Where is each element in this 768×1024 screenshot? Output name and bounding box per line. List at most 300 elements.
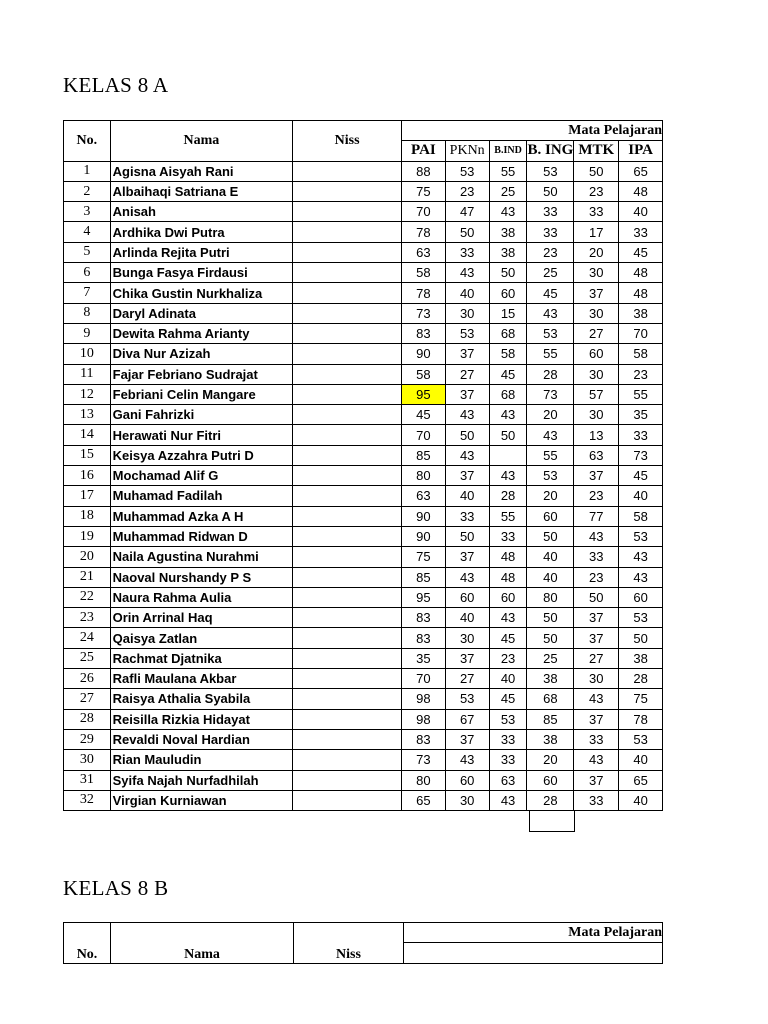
row-number: 29 [64,729,111,749]
row-number: 20 [64,547,111,567]
header-no: No. [64,121,111,162]
score-cell: 33 [489,750,527,770]
score-cell: 60 [619,587,663,607]
score-cell: 55 [619,384,663,404]
student-name: Fajar Febriano Sudrajat [110,364,293,384]
score-cell: 15 [489,303,527,323]
score-cell: 90 [402,526,446,546]
score-cell: 43 [527,303,574,323]
score-cell: 45 [527,283,574,303]
niss-cell [293,669,402,689]
score-cell: 30 [574,405,619,425]
score-cell: 43 [619,547,663,567]
niss-cell [293,750,402,770]
table-row [64,202,663,222]
score-cell: 60 [574,344,619,364]
score-cell: 70 [402,202,446,222]
table-row [64,486,663,506]
row-number: 23 [64,608,111,628]
score-cell: 70 [619,323,663,343]
niss-cell [293,526,402,546]
score-cell: 68 [489,323,527,343]
score-cell: 50 [489,263,527,283]
score-cell: 43 [574,689,619,709]
score-cell: 45 [402,405,446,425]
table-row [64,790,663,810]
score-cell: 13 [574,425,619,445]
header-mata-pelajaran: Mata Pelajaran [404,923,663,943]
score-cell: 20 [574,242,619,262]
table-row [64,506,663,526]
student-name: Daryl Adinata [110,303,293,323]
class-8a-grades-table [63,120,663,811]
student-name: Diva Nur Azizah [110,344,293,364]
row-number: 16 [64,466,111,486]
score-cell: 53 [489,709,527,729]
score-cell: 33 [527,222,574,242]
row-number: 5 [64,242,111,262]
subject-header-row [404,943,663,964]
subject-header: MTK [574,141,619,161]
table-row [64,587,663,607]
niss-cell [293,384,402,404]
class-8a-rows [64,161,663,811]
score-cell: 53 [619,608,663,628]
score-cell: 53 [445,323,489,343]
niss-cell [293,709,402,729]
score-cell: 33 [574,202,619,222]
row-number: 30 [64,750,111,770]
score-cell: 27 [574,323,619,343]
score-cell: 50 [527,628,574,648]
student-name: Mochamad Alif G [110,466,293,486]
score-cell: 33 [445,506,489,526]
student-name: Orin Arrinal Haq [110,608,293,628]
header-nama: Nama [110,121,293,162]
score-cell: 85 [527,709,574,729]
score-cell: 43 [489,608,527,628]
table-row [64,263,663,283]
score-cell: 50 [574,587,619,607]
score-cell: 83 [402,628,446,648]
student-name: Rafli Maulana Akbar [110,669,293,689]
score-cell: 35 [619,405,663,425]
row-number: 3 [64,202,111,222]
niss-cell [293,587,402,607]
score-cell: 60 [489,587,527,607]
student-name: Reisilla Rizkia Hidayat [110,709,293,729]
row-number: 8 [64,303,111,323]
score-cell: 30 [574,669,619,689]
score-cell: 38 [619,648,663,668]
score-cell: 48 [489,547,527,567]
header-no: No. [64,923,111,964]
student-name: Agisna Aisyah Rani [110,161,293,181]
class-8b-grades-table [63,922,663,964]
row-number: 18 [64,506,111,526]
class-8b-title: KELAS 8 B [63,876,169,900]
score-cell: 88 [402,161,446,181]
score-cell: 48 [619,181,663,201]
score-cell: 50 [445,222,489,242]
score-cell: 95 [402,587,446,607]
row-number: 15 [64,445,111,465]
niss-cell [293,648,402,668]
table-row [64,425,663,445]
score-cell: 45 [619,242,663,262]
score-cell: 38 [489,242,527,262]
score-cell: 23 [619,364,663,384]
score-cell: 55 [489,161,527,181]
table-row [64,405,663,425]
row-number: 22 [64,587,111,607]
table-row [64,567,663,587]
niss-cell [293,263,402,283]
score-cell: 35 [402,648,446,668]
score-cell: 38 [527,669,574,689]
score-cell: 25 [527,263,574,283]
row-number: 13 [64,405,111,425]
score-cell: 33 [574,729,619,749]
score-cell: 78 [402,283,446,303]
table-row [64,161,663,181]
score-cell: 38 [489,222,527,242]
score-cell: 37 [445,466,489,486]
score-cell: 28 [527,364,574,384]
niss-cell [293,608,402,628]
score-cell [489,445,527,465]
score-cell: 48 [619,283,663,303]
score-cell: 33 [574,547,619,567]
niss-cell [293,161,402,181]
score-cell: 85 [402,445,446,465]
student-name: Qaisya Zatlan [110,628,293,648]
score-cell: 58 [489,344,527,364]
score-cell: 60 [527,506,574,526]
table-row [64,222,663,242]
score-cell: 53 [445,161,489,181]
score-cell: 53 [445,689,489,709]
row-number: 17 [64,486,111,506]
header-niss: Niss [294,923,404,964]
table-row [64,709,663,729]
score-cell: 33 [445,242,489,262]
score-cell: 38 [527,729,574,749]
student-name: Anisah [110,202,293,222]
student-name: Bunga Fasya Firdausi [110,263,293,283]
niss-cell [293,547,402,567]
score-cell: 37 [574,628,619,648]
student-name: Rachmat Djatnika [110,648,293,668]
niss-cell [293,283,402,303]
score-cell: 77 [574,506,619,526]
table-row [64,547,663,567]
score-cell: 63 [489,770,527,790]
row-number: 14 [64,425,111,445]
score-cell: 80 [402,466,446,486]
table-row [64,344,663,364]
header-mata-pelajaran: Mata Pelajaran [402,121,663,141]
subject-header: B.IND [489,141,527,161]
row-number: 2 [64,181,111,201]
row-number: 19 [64,526,111,546]
score-cell: 78 [402,222,446,242]
niss-cell [293,242,402,262]
score-cell: 28 [489,486,527,506]
niss-cell [293,222,402,242]
score-cell: 75 [402,547,446,567]
subject-header: IPA [619,141,663,161]
row-number: 4 [64,222,111,242]
score-cell: 37 [445,547,489,567]
score-cell: 98 [402,689,446,709]
niss-cell [293,202,402,222]
score-cell: 20 [527,405,574,425]
score-cell: 43 [574,526,619,546]
score-cell: 37 [445,648,489,668]
table-row [64,648,663,668]
niss-cell [293,770,402,790]
score-cell: 90 [402,344,446,364]
table-row [64,750,663,770]
score-cell: 30 [574,263,619,283]
score-cell: 55 [527,445,574,465]
row-number: 28 [64,709,111,729]
score-cell: 53 [619,526,663,546]
score-cell: 33 [574,790,619,810]
student-name: Arlinda Rejita Putri [110,242,293,262]
niss-cell [293,405,402,425]
score-cell: 43 [489,466,527,486]
table-row [64,384,663,404]
score-cell: 73 [619,445,663,465]
score-cell: 40 [619,486,663,506]
score-cell: 33 [489,729,527,749]
row-number: 6 [64,263,111,283]
score-cell: 43 [445,567,489,587]
score-cell: 40 [619,202,663,222]
niss-cell [293,181,402,201]
score-cell: 45 [489,628,527,648]
table-row [64,669,663,689]
score-cell: 98 [402,709,446,729]
score-cell: 40 [619,790,663,810]
score-cell: 23 [574,567,619,587]
class-8a-title: KELAS 8 A [63,73,169,97]
student-name: Muhammad Ridwan D [110,526,293,546]
score-cell: 50 [445,526,489,546]
row-number: 9 [64,323,111,343]
score-cell: 30 [445,303,489,323]
score-cell: 43 [445,263,489,283]
student-name: Muhamad Fadilah [110,486,293,506]
table-row [64,445,663,465]
row-number: 11 [64,364,111,384]
score-cell: 43 [574,750,619,770]
student-name: Syifa Najah Nurfadhilah [110,770,293,790]
score-cell: 45 [489,689,527,709]
student-name: Naoval Nurshandy P S [110,567,293,587]
score-cell: 37 [574,283,619,303]
score-cell: 50 [527,526,574,546]
student-name: Naila Agustina Nurahmi [110,547,293,567]
niss-cell [293,506,402,526]
score-cell: 78 [619,709,663,729]
score-cell: 50 [445,425,489,445]
row-number: 1 [64,161,111,181]
score-cell: 60 [527,770,574,790]
score-cell: 65 [619,770,663,790]
niss-cell [293,628,402,648]
score-cell: 23 [489,648,527,668]
table-row [64,770,663,790]
niss-cell [293,445,402,465]
table-row [64,181,663,201]
score-cell: 63 [402,242,446,262]
table-row [64,303,663,323]
score-cell: 60 [445,587,489,607]
score-cell: 33 [619,222,663,242]
score-cell: 37 [574,608,619,628]
niss-cell [293,790,402,810]
score-cell: 33 [527,202,574,222]
score-cell: 65 [402,790,446,810]
student-name: Gani Fahrizki [110,405,293,425]
student-name: Muhammad Azka A H [110,506,293,526]
header-nama: Nama [111,923,294,964]
score-cell: 58 [402,263,446,283]
student-name: Chika Gustin Nurkhaliza [110,283,293,303]
score-cell: 65 [619,161,663,181]
subject-header: B. ING [527,141,574,161]
row-number: 26 [64,669,111,689]
table-row [64,242,663,262]
score-cell: 23 [527,242,574,262]
score-cell: 30 [574,364,619,384]
score-cell: 60 [489,283,527,303]
score-cell: 67 [445,709,489,729]
score-cell: 40 [445,608,489,628]
score-cell: 33 [619,425,663,445]
score-cell: 63 [402,486,446,506]
empty-cell-box [529,811,575,832]
score-cell: 17 [574,222,619,242]
subject-header: PAI [402,141,446,161]
score-cell: 73 [402,750,446,770]
niss-cell [293,466,402,486]
row-number: 24 [64,628,111,648]
score-cell: 40 [445,486,489,506]
score-cell: 50 [489,425,527,445]
score-cell: 50 [619,628,663,648]
row-number: 31 [64,770,111,790]
score-cell: 58 [619,344,663,364]
table-row [64,283,663,303]
student-name: Revaldi Noval Hardian [110,729,293,749]
row-number: 7 [64,283,111,303]
score-cell: 40 [619,750,663,770]
score-cell: 75 [402,181,446,201]
score-cell: 50 [527,608,574,628]
student-name: Keisya Azzahra Putri D [110,445,293,465]
student-name: Virgian Kurniawan [110,790,293,810]
row-number: 10 [64,344,111,364]
row-number: 27 [64,689,111,709]
student-name: Febriani Celin Mangare [110,384,293,404]
score-cell: 43 [489,405,527,425]
score-cell: 80 [527,587,574,607]
score-cell: 27 [445,364,489,384]
score-cell: 30 [445,790,489,810]
student-name: Ardhika Dwi Putra [110,222,293,242]
score-cell: 43 [445,750,489,770]
header-niss: Niss [293,121,402,162]
niss-cell [293,486,402,506]
table-row [64,608,663,628]
score-cell: 48 [619,263,663,283]
score-cell: 37 [574,709,619,729]
score-cell: 58 [619,506,663,526]
score-cell: 57 [574,384,619,404]
table-row [64,323,663,343]
student-name: Herawati Nur Fitri [110,425,293,445]
table-row [64,526,663,546]
score-cell: 58 [402,364,446,384]
score-cell: 55 [527,344,574,364]
niss-cell [293,364,402,384]
score-cell: 43 [619,567,663,587]
score-cell: 25 [489,181,527,201]
student-name: Albaihaqi Satriana E [110,181,293,201]
score-cell: 28 [527,790,574,810]
score-cell: 30 [445,628,489,648]
score-cell: 83 [402,608,446,628]
score-cell: 50 [527,181,574,201]
score-cell: 40 [527,567,574,587]
row-number: 21 [64,567,111,587]
student-name: Naura Rahma Aulia [110,587,293,607]
score-cell: 68 [527,689,574,709]
score-cell: 43 [489,202,527,222]
niss-cell [293,425,402,445]
score-cell: 45 [619,466,663,486]
score-cell: 53 [527,466,574,486]
table-row [64,689,663,709]
score-cell: 60 [445,770,489,790]
score-cell: 70 [402,669,446,689]
score-cell: 80 [402,770,446,790]
score-cell: 23 [574,486,619,506]
row-number: 25 [64,648,111,668]
niss-cell [293,344,402,364]
score-cell: 53 [619,729,663,749]
score-cell: 83 [402,323,446,343]
score-cell: 37 [574,770,619,790]
score-cell: 43 [489,790,527,810]
score-cell: 63 [574,445,619,465]
niss-cell [293,689,402,709]
score-cell: 28 [619,669,663,689]
score-cell: 43 [527,425,574,445]
score-cell: 37 [445,344,489,364]
score-cell: 47 [445,202,489,222]
niss-cell [293,729,402,749]
score-cell: 38 [619,303,663,323]
niss-cell [293,303,402,323]
row-number: 12 [64,384,111,404]
score-cell: 53 [527,161,574,181]
score-cell: 40 [489,669,527,689]
